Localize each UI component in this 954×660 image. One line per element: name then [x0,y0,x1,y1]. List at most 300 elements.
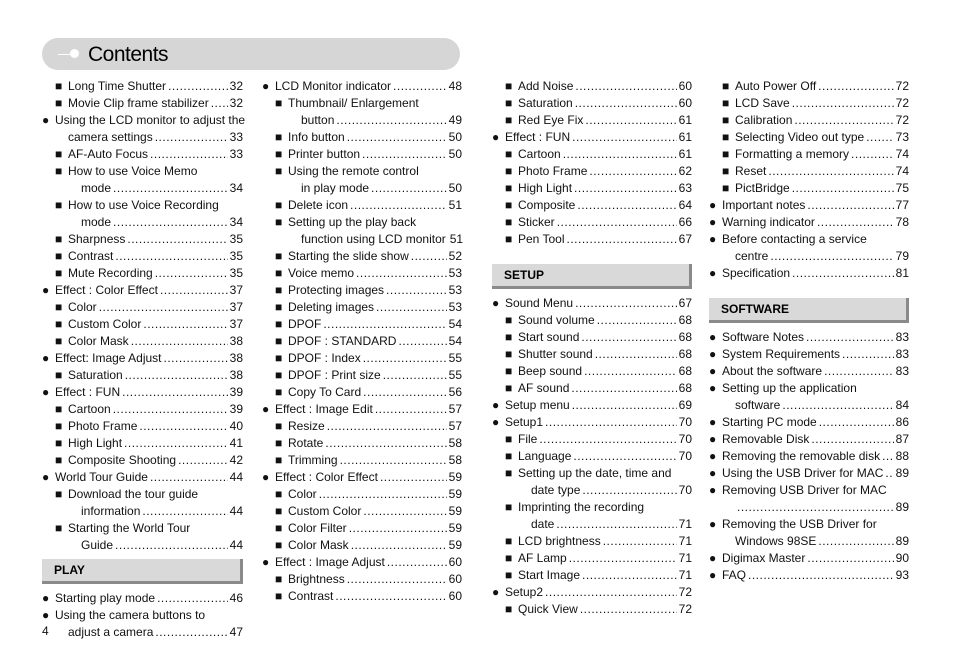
toc-entry[interactable] [262,333,462,350]
bullet-circle-icon: ● [709,568,717,582]
toc-spacer [709,282,909,293]
toc-entry[interactable] [262,299,462,316]
toc-entry-title: Cartoon [518,147,561,161]
bullet-circle-icon: ● [709,466,717,480]
dot-leader [794,112,893,129]
bullet-square-icon: ■ [505,215,513,229]
dot-leader [124,435,228,452]
bullet-square-icon: ■ [505,96,513,110]
dot-leader [99,299,228,316]
toc-page-number: 72 [895,96,909,110]
toc-page-number: 35 [229,249,243,263]
bullet-circle-icon: ● [709,517,717,531]
bullet-circle-icon: ● [492,585,500,599]
bullet-square-icon: ■ [275,453,283,467]
toc-entry[interactable] [262,435,462,452]
toc-page-number: 71 [678,517,692,531]
toc-entry-title: Digimax Master [722,551,806,565]
toc-entry-title: Important notes [722,198,806,212]
bullet-square-icon: ■ [275,385,283,399]
toc-entry[interactable] [492,533,692,550]
dot-leader [125,367,228,384]
toc-entry-title: camera settings [68,130,153,144]
toc-entry[interactable] [42,452,243,469]
toc-page-number: 60 [448,555,462,569]
bullet-square-icon: ■ [55,96,63,110]
toc-entry[interactable] [262,401,462,418]
toc-entry[interactable] [709,265,909,282]
toc-entry[interactable] [42,590,243,607]
toc-entry[interactable] [42,333,243,350]
toc-entry-title: Movie Clip frame stabilizer [68,96,209,110]
toc-page-number: 44 [229,470,243,484]
toc-page-number: 68 [678,330,692,344]
toc-entry-title: DPOF : STANDARD [288,334,397,348]
toc-entry[interactable] [262,503,462,520]
toc-entry[interactable] [262,95,462,129]
toc-entry[interactable] [492,431,692,448]
bullet-square-icon: ■ [275,164,283,178]
toc-entry[interactable] [709,163,909,180]
toc-entry[interactable] [709,448,909,465]
bullet-square-icon: ■ [55,198,63,212]
toc-entry[interactable] [262,350,462,367]
bullet-circle-icon: ● [709,347,717,361]
toc-entry-title: adjust a camera [68,625,154,639]
toc-entry-title: Formatting a memory [735,147,850,161]
toc-entry[interactable] [709,516,909,550]
bullet-square-icon: ■ [55,453,63,467]
toc-entry-title: Windows 98SE [735,534,817,548]
toc-page-number: 58 [448,453,462,467]
toc-entry-title: Rotate [288,436,324,450]
bullet-circle-icon: ● [709,215,717,229]
toc-entry[interactable] [492,499,692,533]
dot-leader [589,163,676,180]
dot-leader [178,452,228,469]
bullet-square-icon: ■ [55,232,63,246]
dot-leader [882,448,894,465]
toc-entry-title: How to use Voice Memo [68,164,198,178]
toc-entry[interactable] [492,329,692,346]
toc-entry[interactable] [492,465,692,499]
toc-page-number: 61 [678,147,692,161]
toc-entry[interactable] [492,448,692,465]
toc-entry-title: Removing USB Driver for MAC [722,483,887,497]
bullet-square-icon: ■ [722,164,730,178]
bullet-square-icon: ■ [275,419,283,433]
toc-entry[interactable] [709,567,909,584]
toc-entry[interactable] [492,129,692,146]
toc-entry-title: Removable Disk [722,432,810,446]
toc-entry-title: Saturation [68,368,123,382]
toc-page-number: 35 [229,232,243,246]
dot-leader [782,397,893,414]
toc-entry-title: AF sound [518,381,570,395]
toc-entry-title: Selecting Video out type [735,130,865,144]
toc-entry-title: Setup menu [505,398,570,412]
toc-entry[interactable] [709,431,909,448]
dot-leader [545,414,677,431]
toc-page-number: 48 [448,79,462,93]
toc-entry[interactable] [492,414,692,431]
toc-entry-title: Sticker [518,215,555,229]
bullet-circle-icon: ● [262,470,270,484]
bullet-square-icon: ■ [505,534,513,548]
toc-entry[interactable] [262,520,462,537]
dot-leader [539,431,676,448]
toc-entry[interactable] [262,367,462,384]
bullet-square-icon: ■ [55,249,63,263]
toc-page-number: 50 [448,181,462,195]
dot-leader [362,146,447,163]
toc-page-number: 79 [895,249,909,263]
toc-entry-title: PictBridge [735,181,790,195]
toc-entry[interactable] [492,584,692,601]
toc-entry-title: in play mode [301,181,370,195]
toc-entry-title: Color Mask [68,334,129,348]
toc-entry[interactable] [262,486,462,503]
toc-entry[interactable] [262,197,462,214]
bullet-square-icon: ■ [275,300,283,314]
toc-page-number: 72 [895,79,909,93]
dot-leader [336,112,446,129]
toc-entry[interactable] [262,588,462,605]
header-decor-dot [70,49,79,58]
toc-entry[interactable] [262,163,462,197]
toc-entry[interactable] [42,469,243,486]
toc-page-number: 78 [895,215,909,229]
toc-entry[interactable] [492,163,692,180]
toc-entry[interactable] [709,214,909,231]
toc-entry[interactable] [492,146,692,163]
bullet-circle-icon: ● [709,381,717,395]
toc-entry[interactable] [709,112,909,129]
toc-page-number: 59 [448,470,462,484]
toc-entry[interactable] [709,146,909,163]
toc-entry-title: Resize [288,419,325,433]
dot-leader [380,469,447,486]
toc-entry[interactable] [709,78,909,95]
toc-entry[interactable] [709,95,909,112]
toc-page-number: 50 [448,147,462,161]
dot-leader [113,214,228,231]
toc-page-number: 44 [229,538,243,552]
toc-entry[interactable] [709,465,909,482]
toc-entry[interactable] [42,316,243,333]
bullet-square-icon: ■ [722,113,730,127]
dot-leader [818,533,893,550]
dot-leader [122,384,228,401]
toc-entry[interactable] [492,550,692,567]
bullet-circle-icon: ● [709,232,717,246]
toc-entry-title: LCD Save [735,96,790,110]
toc-entry[interactable] [42,78,243,95]
toc-entry[interactable] [492,397,692,414]
toc-page-number: 54 [448,317,462,331]
toc-entry[interactable] [262,248,462,265]
toc-entry-title: information [81,504,141,518]
bullet-circle-icon: ● [709,266,717,280]
dot-leader [851,146,894,163]
toc-page-number: 57 [448,419,462,433]
toc-entry[interactable] [709,380,909,414]
toc-entry[interactable] [42,299,243,316]
dot-leader [139,418,227,435]
toc-page-number: 37 [229,283,243,297]
toc-page-number: 38 [229,334,243,348]
toc-page-number: 54 [448,334,462,348]
toc-entry[interactable] [42,607,243,641]
toc-entry-title: Software Notes [722,330,805,344]
toc-entry[interactable] [262,554,462,571]
toc-entry-title: mode [81,215,112,229]
toc-entry[interactable] [492,214,692,231]
toc-page-number: 32 [229,79,243,93]
toc-page-number: 37 [229,317,243,331]
toc-entry[interactable] [262,146,462,163]
dot-leader [571,380,676,397]
dot-leader [573,448,676,465]
bullet-square-icon: ■ [505,113,513,127]
toc-entry[interactable] [492,295,692,312]
dot-leader [411,248,447,265]
toc-page-number: 38 [229,368,243,382]
toc-page-number: 53 [448,300,462,314]
toc-entry-title: Start sound [518,330,580,344]
toc-entry[interactable] [42,486,243,520]
toc-entry[interactable] [262,537,462,554]
toc-column-1 [42,78,246,641]
toc-entry-title: Specification [722,266,791,280]
dot-leader [575,78,676,95]
toc-entry[interactable] [42,231,243,248]
dot-leader [150,469,228,486]
toc-entry[interactable] [492,112,692,129]
toc-entry[interactable] [262,384,462,401]
toc-entry[interactable] [262,571,462,588]
toc-entry[interactable] [492,380,692,397]
bullet-circle-icon: ● [262,402,270,416]
toc-column-4 [709,78,909,584]
toc-page-number: 70 [678,449,692,463]
toc-page-number: 35 [229,266,243,280]
bullet-square-icon: ■ [505,198,513,212]
dot-leader [817,214,894,231]
toc-entry[interactable] [492,346,692,363]
toc-entry[interactable] [709,414,909,431]
toc-entry[interactable] [262,129,462,146]
dot-leader [737,499,894,516]
toc-page-number: 84 [895,398,909,412]
dot-leader [818,78,893,95]
toc-entry-title: How to use Voice Recording [68,198,219,212]
toc-entry-title: Custom Color [288,504,362,518]
toc-entry-title: Color [288,487,317,501]
toc-page-number: 41 [229,436,243,450]
toc-page-number: 39 [229,402,243,416]
toc-entry-title: Add Noise [518,79,574,93]
dot-leader [566,231,676,248]
toc-entry[interactable] [42,248,243,265]
dot-leader [363,384,446,401]
dot-leader [824,363,894,380]
bullet-square-icon: ■ [505,449,513,463]
dot-leader [572,129,677,146]
toc-entry-title: LCD Monitor indicator [275,79,392,93]
toc-entry[interactable] [42,197,243,231]
dot-leader [113,401,228,418]
toc-entry[interactable] [709,180,909,197]
bullet-square-icon: ■ [275,589,283,603]
toc-entry[interactable] [42,367,243,384]
toc-page-number: 51 [448,198,462,212]
toc-entry-title: AF Lamp [518,551,567,565]
bullet-square-icon: ■ [275,504,283,518]
toc-entry-title: centre [735,249,769,263]
toc-entry[interactable] [42,401,243,418]
toc-page-number: 89 [895,466,909,480]
dot-leader [168,78,228,95]
toc-entry-title: Photo Frame [68,419,138,433]
dot-leader [375,401,447,418]
toc-entry-title: Setup1 [505,415,544,429]
toc-entry[interactable] [492,95,692,112]
toc-page-number: 38 [229,351,243,365]
toc-page-number: 49 [448,113,462,127]
toc-page-number: 66 [678,215,692,229]
toc-page-number: 70 [678,483,692,497]
toc-entry-title: World Tour Guide [55,470,148,484]
dot-leader [807,550,893,567]
dot-leader [340,452,447,469]
toc-entry[interactable] [262,265,462,282]
bullet-square-icon: ■ [55,419,63,433]
bullet-square-icon: ■ [505,551,513,565]
toc-entry[interactable] [709,346,909,363]
bullet-square-icon: ■ [275,487,283,501]
toc-entry[interactable] [42,112,246,146]
toc-entry-title: Quick View [518,602,578,616]
toc-entry[interactable] [492,231,692,248]
toc-page-number: 67 [678,232,692,246]
bullet-circle-icon: ● [492,398,500,412]
toc-entry[interactable] [42,282,243,299]
toc-entry[interactable] [42,350,243,367]
toc-page-number: 51 [449,232,464,246]
toc-entry[interactable] [42,520,243,554]
toc-entry[interactable] [709,363,909,380]
toc-entry[interactable] [709,197,909,214]
bullet-square-icon: ■ [505,232,513,246]
toc-entry[interactable] [709,482,909,516]
toc-entry[interactable] [42,146,243,163]
toc-entry[interactable] [492,363,692,380]
toc-entry-title: Shutter sound [518,347,593,361]
toc-entry[interactable] [492,180,692,197]
bullet-circle-icon: ● [709,483,717,497]
toc-entry[interactable] [262,78,462,95]
dot-leader [142,503,227,520]
dot-leader [335,588,446,605]
toc-entry[interactable] [42,95,243,112]
bullet-circle-icon: ● [709,449,717,463]
bullet-square-icon: ■ [275,147,283,161]
toc-entry-title: Using the USB Driver for MAC [722,466,884,480]
toc-entry[interactable] [492,601,692,618]
toc-entry[interactable] [709,329,909,346]
dot-leader [363,350,447,367]
toc-entry[interactable] [262,418,462,435]
toc-entry-title: Start Image [518,568,581,582]
bullet-square-icon: ■ [505,347,513,361]
dot-leader [143,316,227,333]
toc-column-2 [262,78,462,605]
section-header: PLAY [42,559,243,584]
bullet-square-icon: ■ [55,317,63,331]
toc-entry-title: Effect : Image Edit [275,402,373,416]
bullet-square-icon: ■ [505,330,513,344]
toc-entry-title: Effect : FUN [55,385,121,399]
toc-entry[interactable] [262,469,462,486]
dot-leader [575,295,677,312]
dot-leader [383,367,447,384]
toc-entry[interactable] [262,316,462,333]
toc-entry[interactable] [262,214,462,248]
toc-entry[interactable] [262,282,462,299]
toc-entry[interactable] [42,163,243,197]
toc-page-number: 68 [678,347,692,361]
toc-entry[interactable] [492,78,692,95]
dot-leader [386,282,447,299]
dot-leader [770,248,893,265]
toc-entry-title: Photo Frame [518,164,588,178]
toc-entry[interactable] [42,384,243,401]
toc-page-number: 63 [678,181,692,195]
toc-page-number: 69 [678,398,692,412]
toc-page-number: 74 [895,147,909,161]
dot-leader [351,537,447,554]
toc-entry[interactable] [42,418,243,435]
dot-leader [127,231,227,248]
toc-page-number: 90 [895,551,909,565]
toc-entry[interactable] [262,452,462,469]
toc-entry-title: Removing the removable disk [722,449,881,463]
toc-page-number: 72 [678,602,692,616]
dot-leader [811,431,893,448]
toc-entry-title: LCD brightness [518,534,601,548]
toc-entry-title: Contrast [68,249,114,263]
bullet-circle-icon: ● [42,283,50,297]
toc-entry[interactable] [709,129,909,146]
bullet-square-icon: ■ [275,198,283,212]
toc-entry[interactable] [42,265,243,282]
dot-leader [319,486,447,503]
toc-entry[interactable] [492,312,692,329]
toc-entry-title: Calibration [735,113,793,127]
bullet-square-icon: ■ [275,215,283,229]
toc-entry[interactable] [42,435,243,452]
toc-entry[interactable] [709,231,909,265]
toc-page-number: 89 [895,534,909,548]
toc-entry[interactable] [709,550,909,567]
toc-entry[interactable] [492,197,692,214]
bullet-square-icon: ■ [275,351,283,365]
toc-entry-title: Effect : Image Adjust [275,555,385,569]
dot-leader [349,520,447,537]
toc-entry[interactable] [492,567,692,584]
toc-spacer [492,248,692,259]
